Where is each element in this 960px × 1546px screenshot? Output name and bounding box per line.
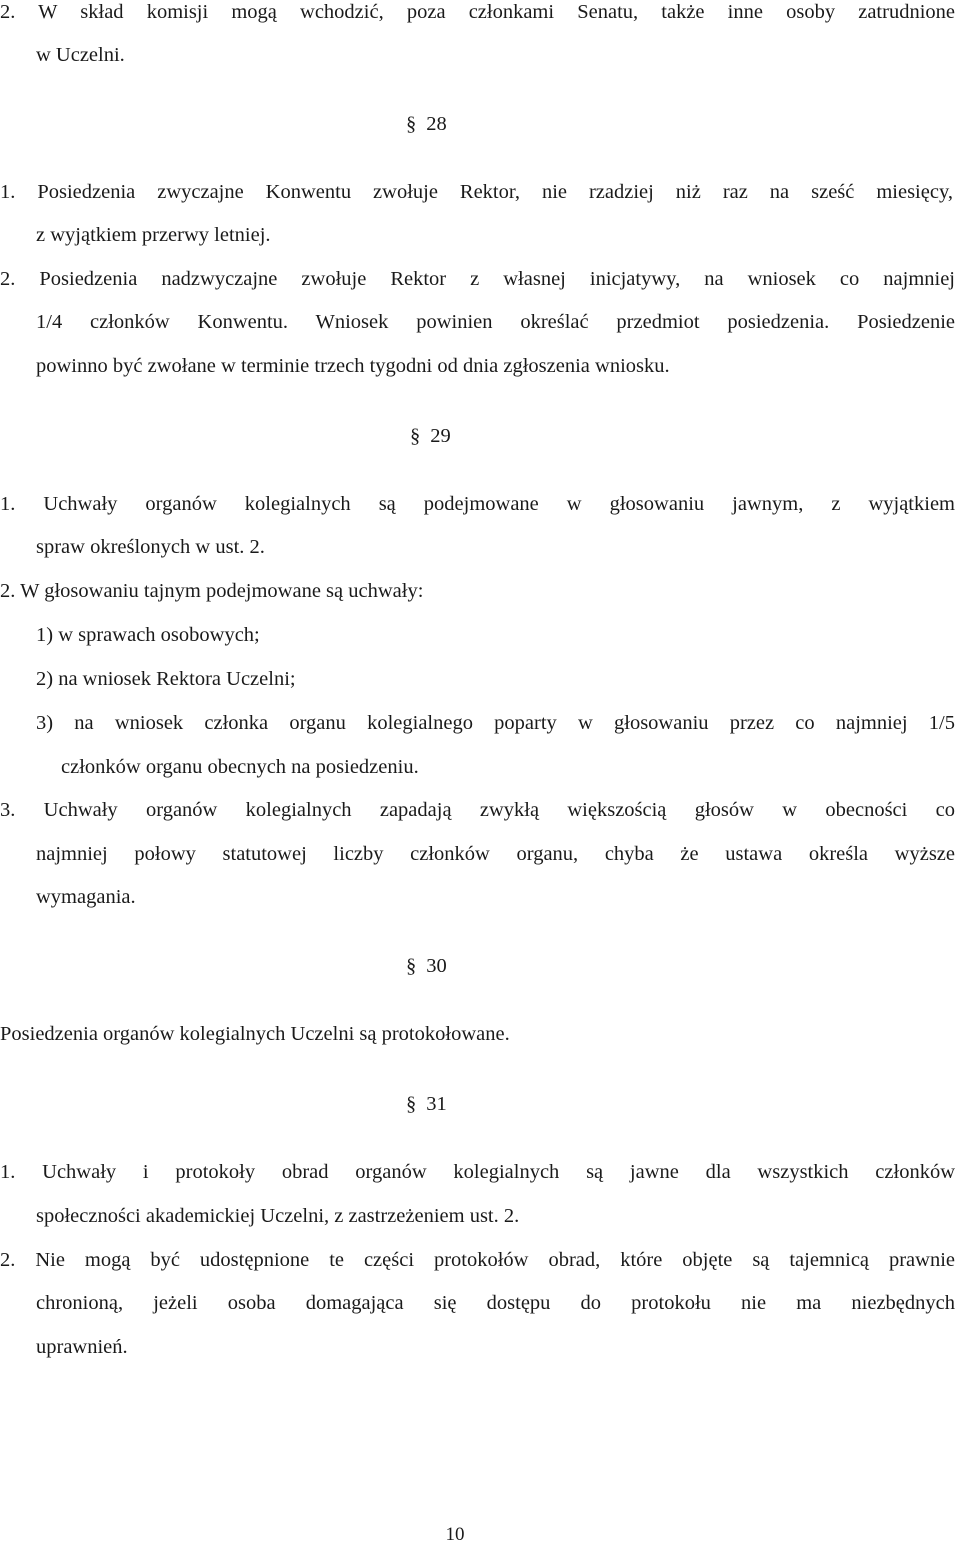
paragraph-line: 1. Posiedzenia zwyczajne Konwentu zwołuje Rektor, nie rzadziej niż raz na sześć miesięcy,: [0, 181, 953, 203]
section-sign: §: [406, 955, 417, 977]
paragraph-line: 1. Uchwały i protokoły obrad organów kolegialnych są jawne dla wszystkich członków: [0, 1161, 955, 1183]
section-heading-30: [406, 954, 447, 978]
page-number: 10: [445, 1524, 465, 1545]
section-number: 29: [430, 425, 451, 447]
list-item: 3) na wniosek członka organu kolegialnego poparty w głosowaniu przez co najmniej 1/5: [36, 712, 955, 734]
section-heading-29: [410, 424, 451, 448]
list-item: członków organu obecnych na posiedzeniu.: [61, 756, 419, 778]
paragraph-line: społeczności akademickiej Uczelni, z zastrzeżeniem ust. 2.: [36, 1205, 520, 1227]
section-number: 28: [426, 113, 447, 135]
paragraph-line: 2. Posiedzenia nadzwyczajne zwołuje Rektor z własnej inicjatywy, na wniosek co najmniej: [0, 268, 955, 290]
section-heading-28: [406, 112, 447, 136]
paragraph-line: najmniej połowy statutowej liczby członków organu, chyba że ustawa określa wyższe: [36, 843, 955, 865]
section-sign: §: [406, 113, 417, 135]
paragraph-line: powinno być zwołane w terminie trzech tygodni od dnia zgłoszenia wniosku.: [36, 355, 670, 377]
paragraph-line: z wyjątkiem przerwy letniej.: [36, 224, 271, 246]
section-sign: §: [406, 1093, 417, 1115]
paragraph-line: 1. Uchwały organów kolegialnych są podejmowane w głosowaniu jawnym, z wyjątkiem: [0, 493, 955, 515]
paragraph-line: uprawnień.: [36, 1336, 128, 1358]
paragraph-line: chronioną, jeżeli osoba domagająca się dostępu do protokołu nie ma niezbędnych: [36, 1292, 955, 1314]
section-number: 31: [426, 1093, 447, 1115]
section-heading-31: [406, 1092, 447, 1116]
section-sign: §: [410, 425, 421, 447]
paragraph-line: 2. W głosowaniu tajnym podejmowane są uchwały:: [0, 580, 424, 602]
paragraph-line: spraw określonych w ust. 2.: [36, 536, 265, 558]
paragraph-line: wymagania.: [36, 886, 136, 908]
paragraph-line: 3. Uchwały organów kolegialnych zapadają zwykłą większością głosów w obecności co: [0, 799, 955, 821]
list-item: 2) na wniosek Rektora Uczelni;: [36, 668, 296, 690]
paragraph-line: Posiedzenia organów kolegialnych Uczelni są protokołowane.: [0, 1023, 510, 1045]
section-number: 30: [426, 955, 447, 977]
list-item: 1) w sprawach osobowych;: [36, 624, 260, 646]
paragraph-line: 2. Nie mogą być udostępnione te części protokołów obrad, które objęte są tajemnicą prawnie: [0, 1249, 955, 1271]
paragraph-line: w Uczelni.: [36, 44, 125, 66]
paragraph-line: 1/4 członków Konwentu. Wniosek powinien określać przedmiot posiedzenia. Posiedzenie: [36, 311, 955, 333]
paragraph-line: 2. W skład komisji mogą wchodzić, poza członkami Senatu, także inne osoby zatrudnione: [0, 1, 955, 23]
